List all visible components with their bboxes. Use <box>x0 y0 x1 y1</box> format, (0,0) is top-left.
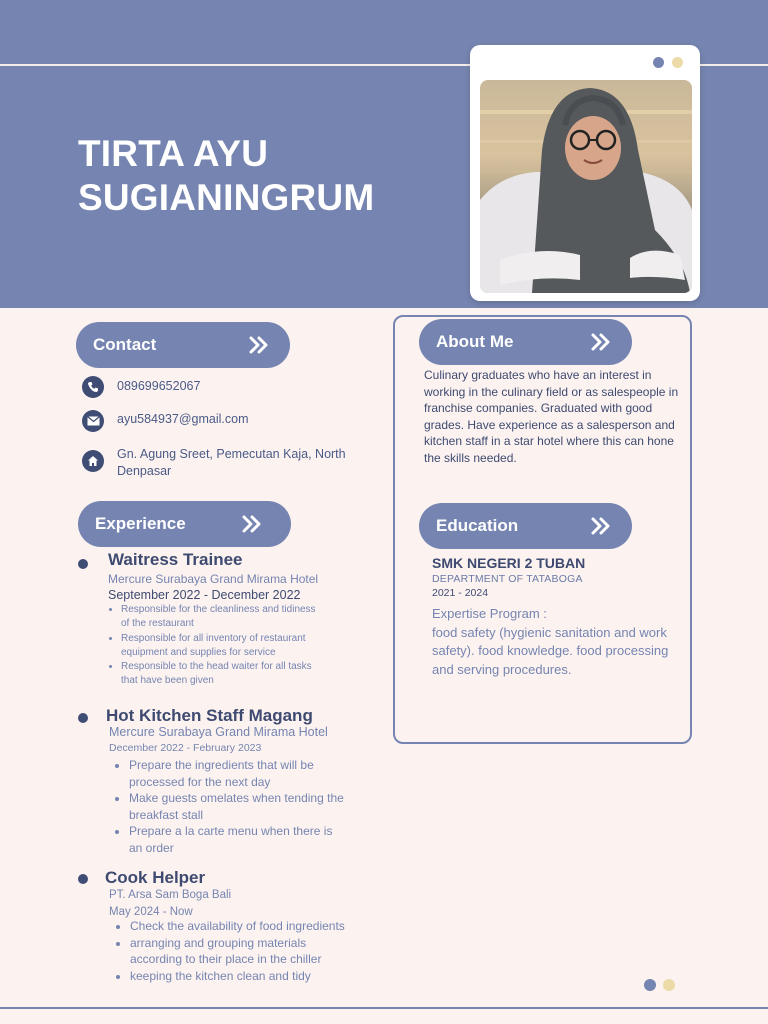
email-address: ayu584937@gmail.com <box>117 412 249 426</box>
duty-item: • Prepare a la carte menu when there is an order <box>129 823 349 856</box>
home-icon <box>82 450 104 472</box>
school-years: 2021 - 2024 <box>432 587 489 599</box>
address-text: Gn. Agung Sreet, Pemecutan Kaja, North Denpasar <box>117 447 346 478</box>
profile-photo-image <box>480 80 692 293</box>
job-duties-list <box>121 603 321 689</box>
job-period: September 2022 - December 2022 <box>108 588 301 602</box>
education-heading-label: Education <box>436 516 519 535</box>
decor-dot-blue <box>644 979 656 991</box>
expertise-program-text: food safety (hygienic sanitation and work safety). food knowledge. food processing and serving procedures. <box>432 624 669 677</box>
duty-item: • keeping the kitchen clean and tidy <box>130 968 355 985</box>
job-period: December 2022 - February 2023 <box>109 742 262 754</box>
timeline-dot <box>78 559 88 569</box>
name-line-1: TIRTA AYU <box>78 133 269 174</box>
footer-divider <box>0 1007 768 1009</box>
phone-icon <box>82 376 104 398</box>
mail-icon <box>82 410 104 432</box>
about-heading <box>419 319 632 365</box>
duty-item: • Check the availability of food ingredients <box>130 918 355 935</box>
duty-item: • Responsible for the cleanliness and tidiness of the restaurant <box>121 603 321 632</box>
duty-item: • Make guests omelates when tending the breakfast stall <box>129 790 349 823</box>
timeline-dot <box>78 713 88 723</box>
duty-item: • Responsible for all inventory of restaurant equipment and supplies for service <box>121 632 321 661</box>
duty-item: • arranging and grouping materials according to their place in the chiller <box>130 935 355 968</box>
education-heading <box>419 503 632 549</box>
job-title: Waitress Trainee <box>108 550 243 569</box>
decor-dot-blue <box>653 57 664 68</box>
job-company: Mercure Surabaya Grand Mirama Hotel <box>108 572 319 586</box>
phone-number: 089699652067 <box>117 379 201 393</box>
job-company: PT. Arsa Sam Boga Bali <box>109 889 232 901</box>
job-company: Mercure Surabaya Grand Mirama Hotel <box>109 725 328 739</box>
candidate-name <box>78 132 458 220</box>
about-text: Culinary graduates who have an interest in working in the culinary field or as salespeople in franchise companies. Graduated with good grades. Have experience as a salesperson and kitchen staff in a star hotel where this can hone the skills needed. <box>424 368 679 465</box>
expertise-program-label: Expertise Program : <box>432 606 547 621</box>
expertise-program <box>432 605 672 679</box>
job-title: Cook Helper <box>105 868 206 887</box>
about-heading-label: About Me <box>436 332 514 351</box>
contact-email <box>82 410 352 432</box>
decor-dot-yellow <box>672 57 683 68</box>
job-duties-list <box>130 918 355 984</box>
double-chevron-right-icon <box>590 515 612 537</box>
double-chevron-right-icon <box>590 331 612 353</box>
profile-photo <box>480 80 692 293</box>
job-title: Hot Kitchen Staff Magang <box>106 706 313 725</box>
school-department: DEPARTMENT OF TATABOGA <box>432 573 583 585</box>
decor-dot-yellow <box>663 979 675 991</box>
double-chevron-right-icon <box>241 513 263 535</box>
name-line-2: SUGIANINGRUM <box>78 177 375 218</box>
school-name: SMK NEGERI 2 TUBAN <box>432 555 586 571</box>
duty-item: • Prepare the ingredients that will be processed for the next day <box>129 757 349 790</box>
photo-card <box>470 45 700 301</box>
contact-phone <box>82 376 352 398</box>
experience-heading <box>78 501 291 547</box>
contact-heading-label: Contact <box>93 335 157 354</box>
job-period: May 2024 - Now <box>109 906 193 918</box>
experience-heading-label: Experience <box>95 514 186 533</box>
timeline-dot <box>78 874 88 884</box>
contact-address <box>82 446 362 480</box>
job-duties-list <box>129 757 349 856</box>
double-chevron-right-icon <box>248 334 270 356</box>
duty-item: • Responsible to the head waiter for all tasks that have been given <box>121 660 321 689</box>
contact-heading <box>76 322 290 368</box>
